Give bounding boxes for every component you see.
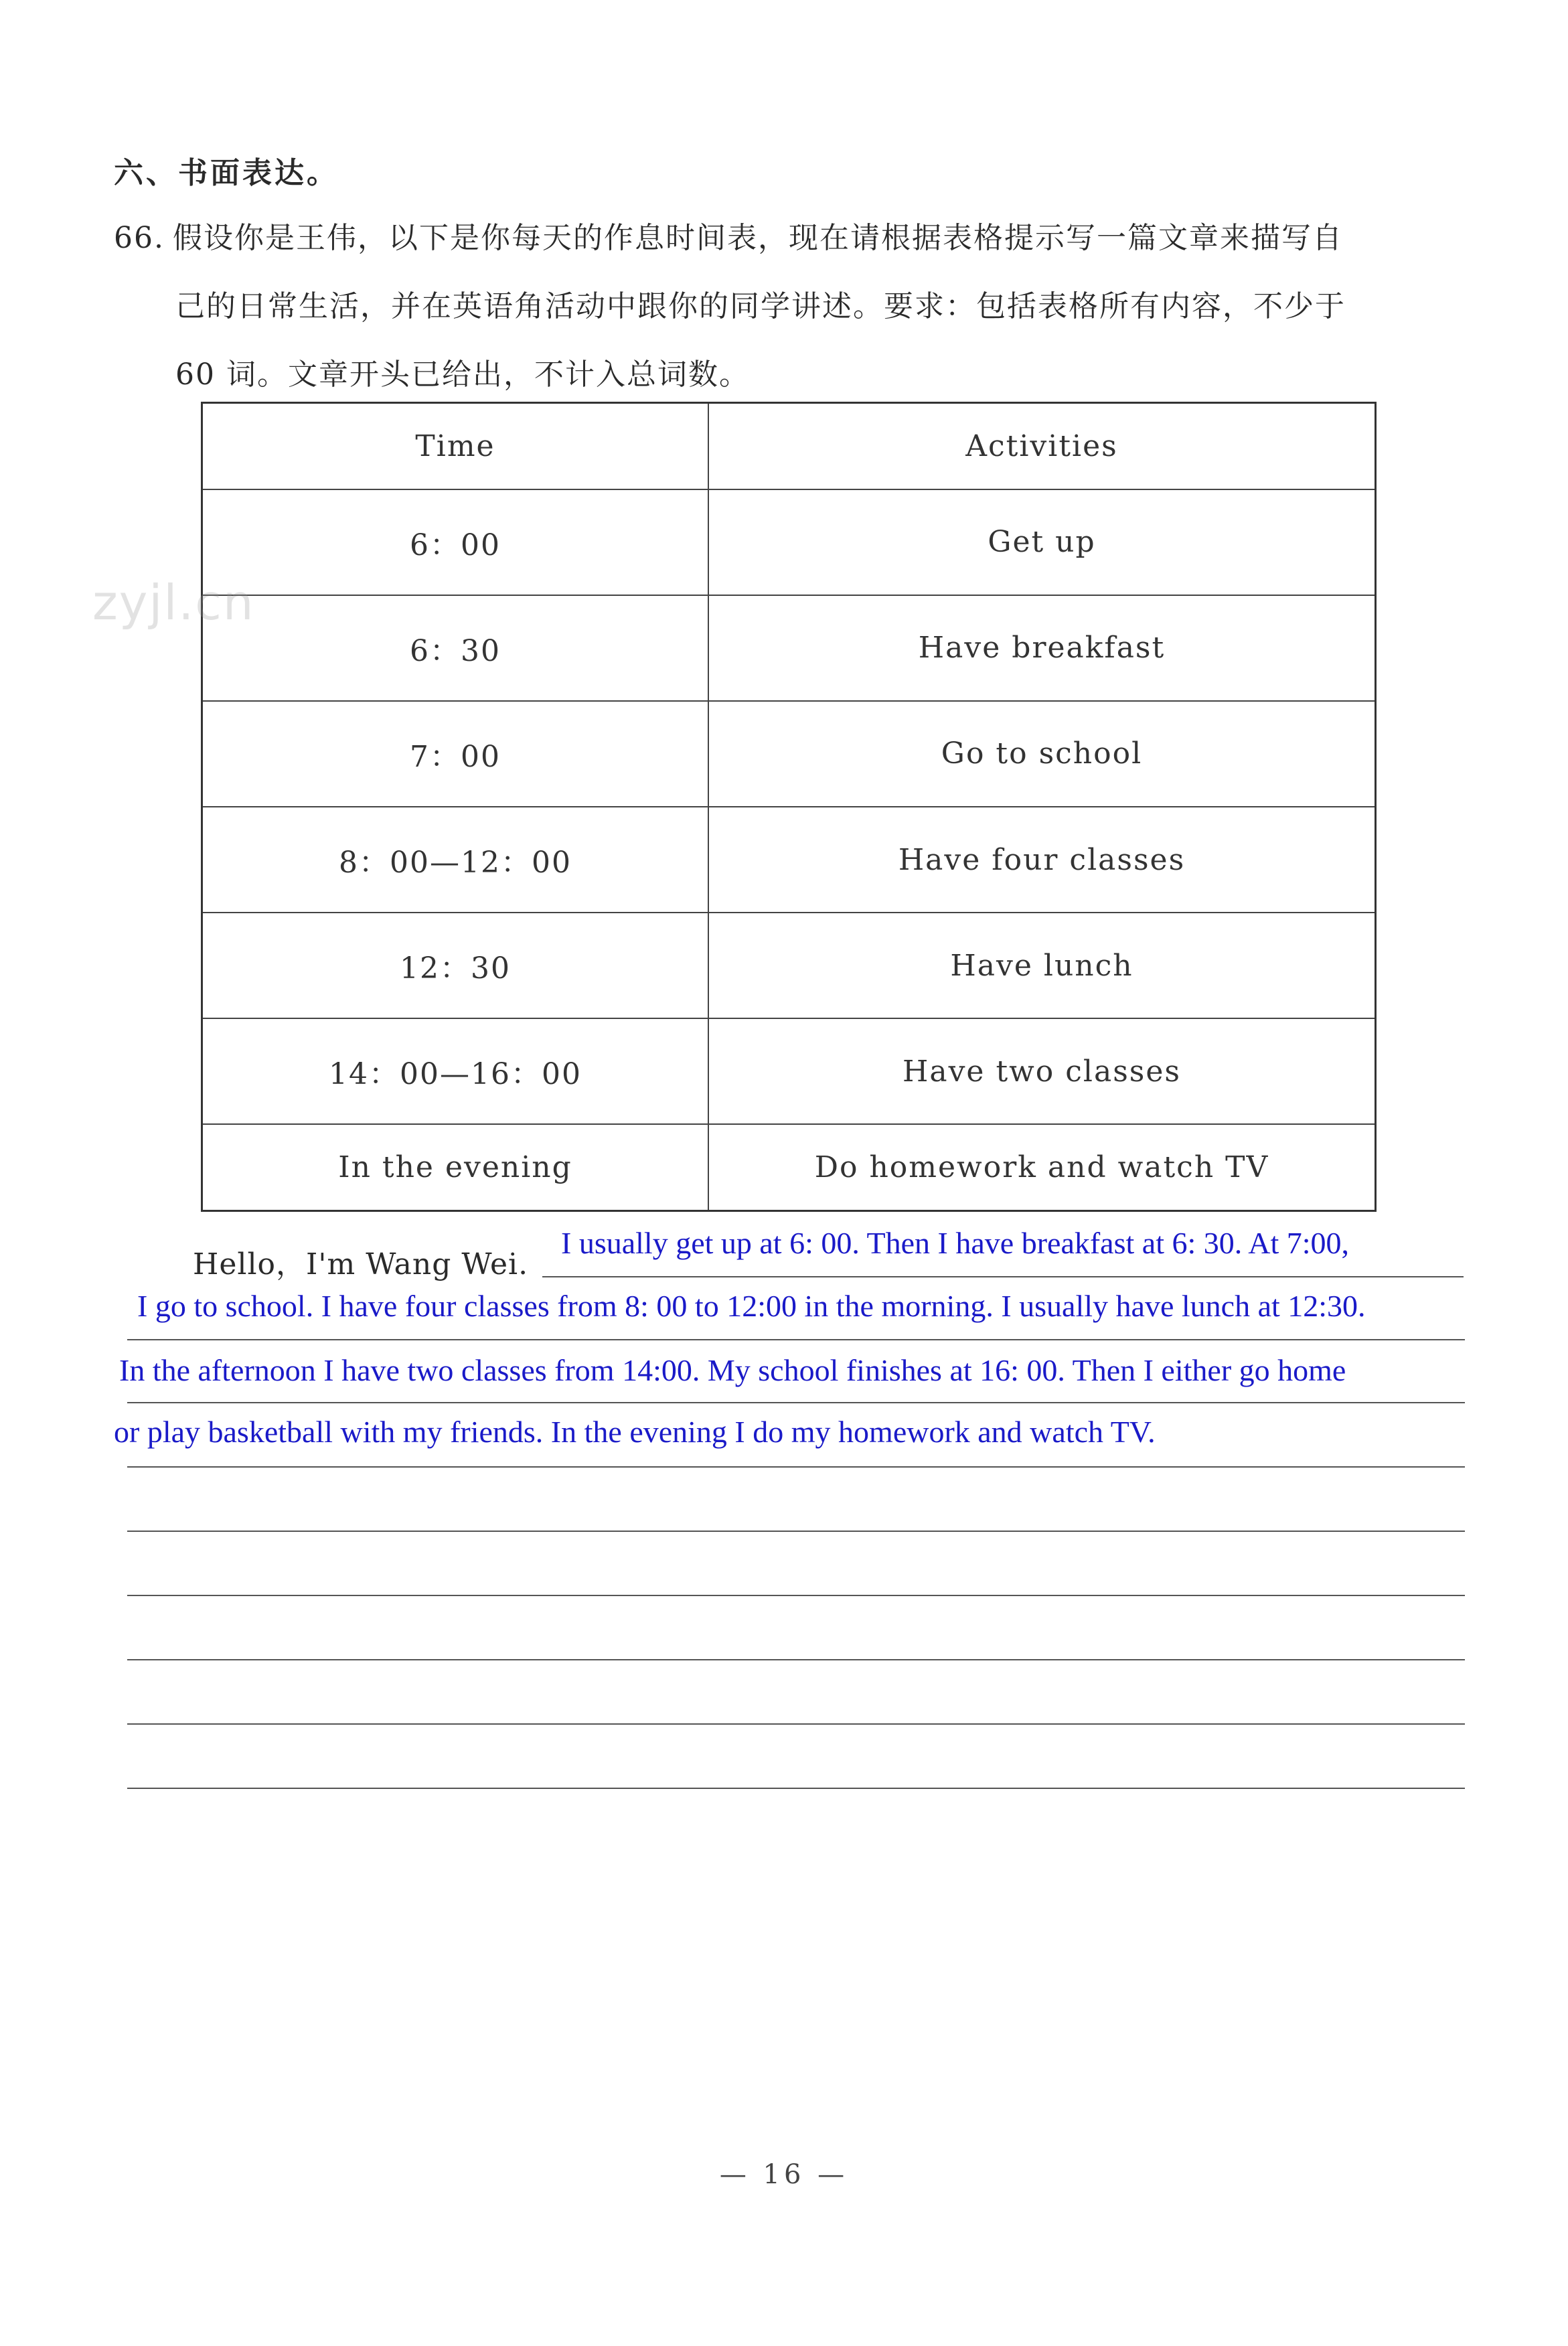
table-row	[202, 807, 1376, 913]
cell-time: 14：00—16：00	[202, 1018, 709, 1124]
question-text: 假设你是王伟，以下是你每天的作息时间表，现在请根据表格提示写一篇文章来描写自	[172, 221, 1343, 255]
writing-line	[542, 1276, 1464, 1277]
writing-line	[127, 1788, 1465, 1789]
page-number: — 16 —	[719, 2159, 849, 2190]
writing-line	[127, 1531, 1465, 1532]
answer-greeting: Hello，I'm Wang Wei.	[193, 1247, 529, 1281]
schedule-table	[201, 402, 1377, 1212]
table-row	[202, 1018, 1376, 1124]
cell-activity: Have breakfast	[708, 595, 1376, 701]
table-row	[202, 701, 1376, 807]
writing-line	[127, 1339, 1465, 1340]
cell-time: 6：30	[202, 595, 709, 701]
question-prompt	[114, 204, 1466, 409]
writing-line	[127, 1723, 1465, 1725]
question-number: 66.	[114, 221, 165, 255]
cell-time: 6：00	[202, 489, 709, 595]
question-line-3: 60 词。文章开头已给出，不计入总词数。	[175, 358, 750, 392]
cell-activity: Have four classes	[708, 807, 1376, 913]
question-line-1	[114, 204, 1466, 272]
cell-time: 12：30	[202, 913, 709, 1018]
table-row	[202, 913, 1376, 1018]
table-header-row	[202, 403, 1376, 489]
writing-line	[127, 1659, 1465, 1660]
table-row	[202, 595, 1376, 701]
writing-line	[127, 1466, 1465, 1468]
cell-time: 7：00	[202, 701, 709, 807]
section-title: 六、书面表达。	[114, 156, 339, 190]
handwritten-answer-line-2: I go to school. I have four classes from 8: 00 to 12:00 in the morning. I usually have lunch at 12:30.	[137, 1289, 1366, 1323]
cell-time: 8：00—12：00	[202, 807, 709, 913]
header-time: Time	[202, 403, 709, 489]
table-row	[202, 1124, 1376, 1210]
table-row	[202, 489, 1376, 595]
question-line-2: 己的日常生活，并在英语角活动中跟你的同学讲述。要求：包括表格所有内容，不少于	[175, 289, 1346, 323]
writing-line	[127, 1595, 1465, 1596]
watermark: zyjl.cn	[92, 574, 255, 631]
header-activities: Activities	[708, 403, 1376, 489]
cell-activity: Have two classes	[708, 1018, 1376, 1124]
handwritten-answer-line-3: In the afternoon I have two classes from 14:00. My school finishes at 16: 00. Then I either go home	[119, 1353, 1346, 1387]
cell-time: In the evening	[202, 1124, 709, 1210]
writing-line	[127, 1402, 1465, 1403]
cell-activity: Go to school	[708, 701, 1376, 807]
handwritten-answer-line-4: or play basketball with my friends. In the evening I do my homework and watch TV.	[114, 1415, 1156, 1449]
handwritten-answer-line-1: I usually get up at 6: 00. Then I have breakfast at 6: 30. At 7:00,	[561, 1226, 1349, 1260]
cell-activity: Have lunch	[708, 913, 1376, 1018]
cell-activity: Get up	[708, 489, 1376, 595]
cell-activity: Do homework and watch TV	[708, 1124, 1376, 1210]
